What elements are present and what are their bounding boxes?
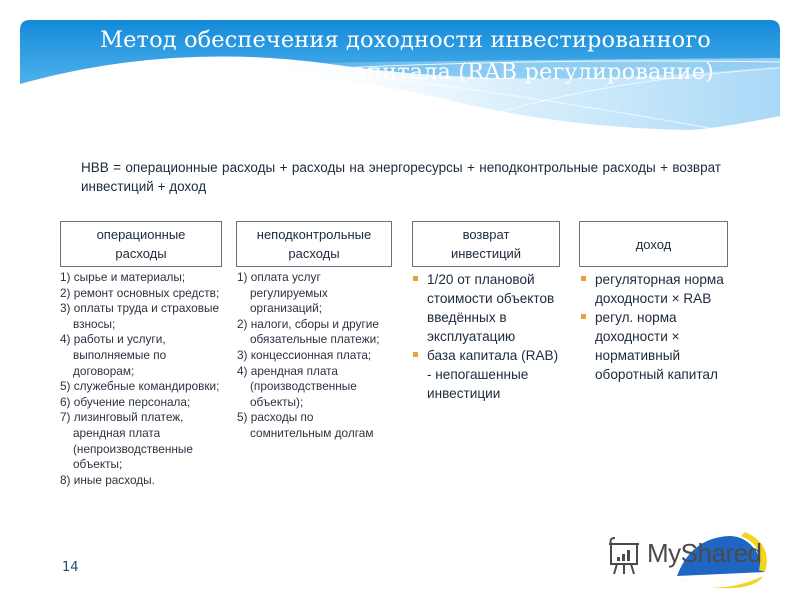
list-item: 4) работы и услуги, выполняемые по договорам; (60, 332, 167, 378)
header-box-uncontrolled-expenses (236, 221, 392, 267)
header-label: возврат инвестиций (450, 227, 522, 261)
list-item (412, 346, 562, 403)
uncontrolled-expenses-list (237, 270, 397, 442)
slide-title (60, 24, 760, 88)
header-label: неподконтрольные расходы (256, 227, 372, 261)
operating-expenses-list (60, 270, 230, 488)
nvv-formula: НВВ = операционные расходы + расходы на энергоресурсы + неподконтрольные расходы + возврат инвестиций + доход (81, 160, 721, 194)
list-item: 1) сырье и материалы; (60, 270, 186, 284)
list-item (412, 270, 562, 346)
list-item: 3) оплаты труда и страховые взносы; (60, 301, 220, 331)
myshared-logo[interactable] (605, 532, 775, 590)
header-label: доход (635, 236, 672, 252)
investment-return-list (412, 270, 562, 403)
list-item: 3) концессионная плата; (237, 347, 372, 362)
list-item-text: 1/20 от плановой стоимости объектов введённых в эксплуатацию (427, 272, 555, 344)
list-item: 2) ремонт основных средств; (60, 285, 220, 300)
title-banner (0, 0, 800, 150)
list-item: 8) иные расходы. (60, 472, 155, 487)
list-item (580, 270, 730, 308)
list-item: 1) оплата услуг регулируемых организаций; (237, 270, 328, 316)
list-item: 5) расходы по сомнительным долгам (237, 410, 374, 440)
page-number: 14 (62, 560, 79, 575)
list-item: 7) лизинговый платеж, арендная плата (непроизводственные объекты; (60, 410, 193, 472)
list-item: 6) обучение персонала; (60, 394, 191, 409)
list-item-text: регул. норма доходности × нормативный оборотный капитал (595, 310, 718, 382)
list-item (580, 308, 730, 384)
header-label: операционные расходы (96, 227, 186, 261)
title-line-2: капитала (RAB регулирование) (339, 59, 714, 85)
square-bullet-icon (581, 314, 586, 319)
header-box-operating-expenses (60, 221, 222, 267)
list-item: 5) служебные командировки; (60, 379, 220, 394)
income-list (580, 270, 730, 384)
title-line-1: Метод обеспечения доходности инвестированного (100, 27, 711, 53)
square-bullet-icon (413, 276, 418, 281)
square-bullet-icon (413, 352, 418, 357)
list-item: 4) арендная плата (производственные объекты); (237, 363, 357, 409)
list-item-text: регуляторная норма доходности × RAB (595, 272, 724, 306)
header-box-investment-return (412, 221, 560, 267)
logo-text: MyShared (647, 538, 762, 568)
header-box-income (579, 221, 728, 267)
list-item: 2) налоги, сборы и другие обязательные платежи; (237, 316, 380, 347)
list-item-text: база капитала (RAB) - непогашенные инвестиции (427, 348, 559, 401)
square-bullet-icon (581, 276, 586, 281)
